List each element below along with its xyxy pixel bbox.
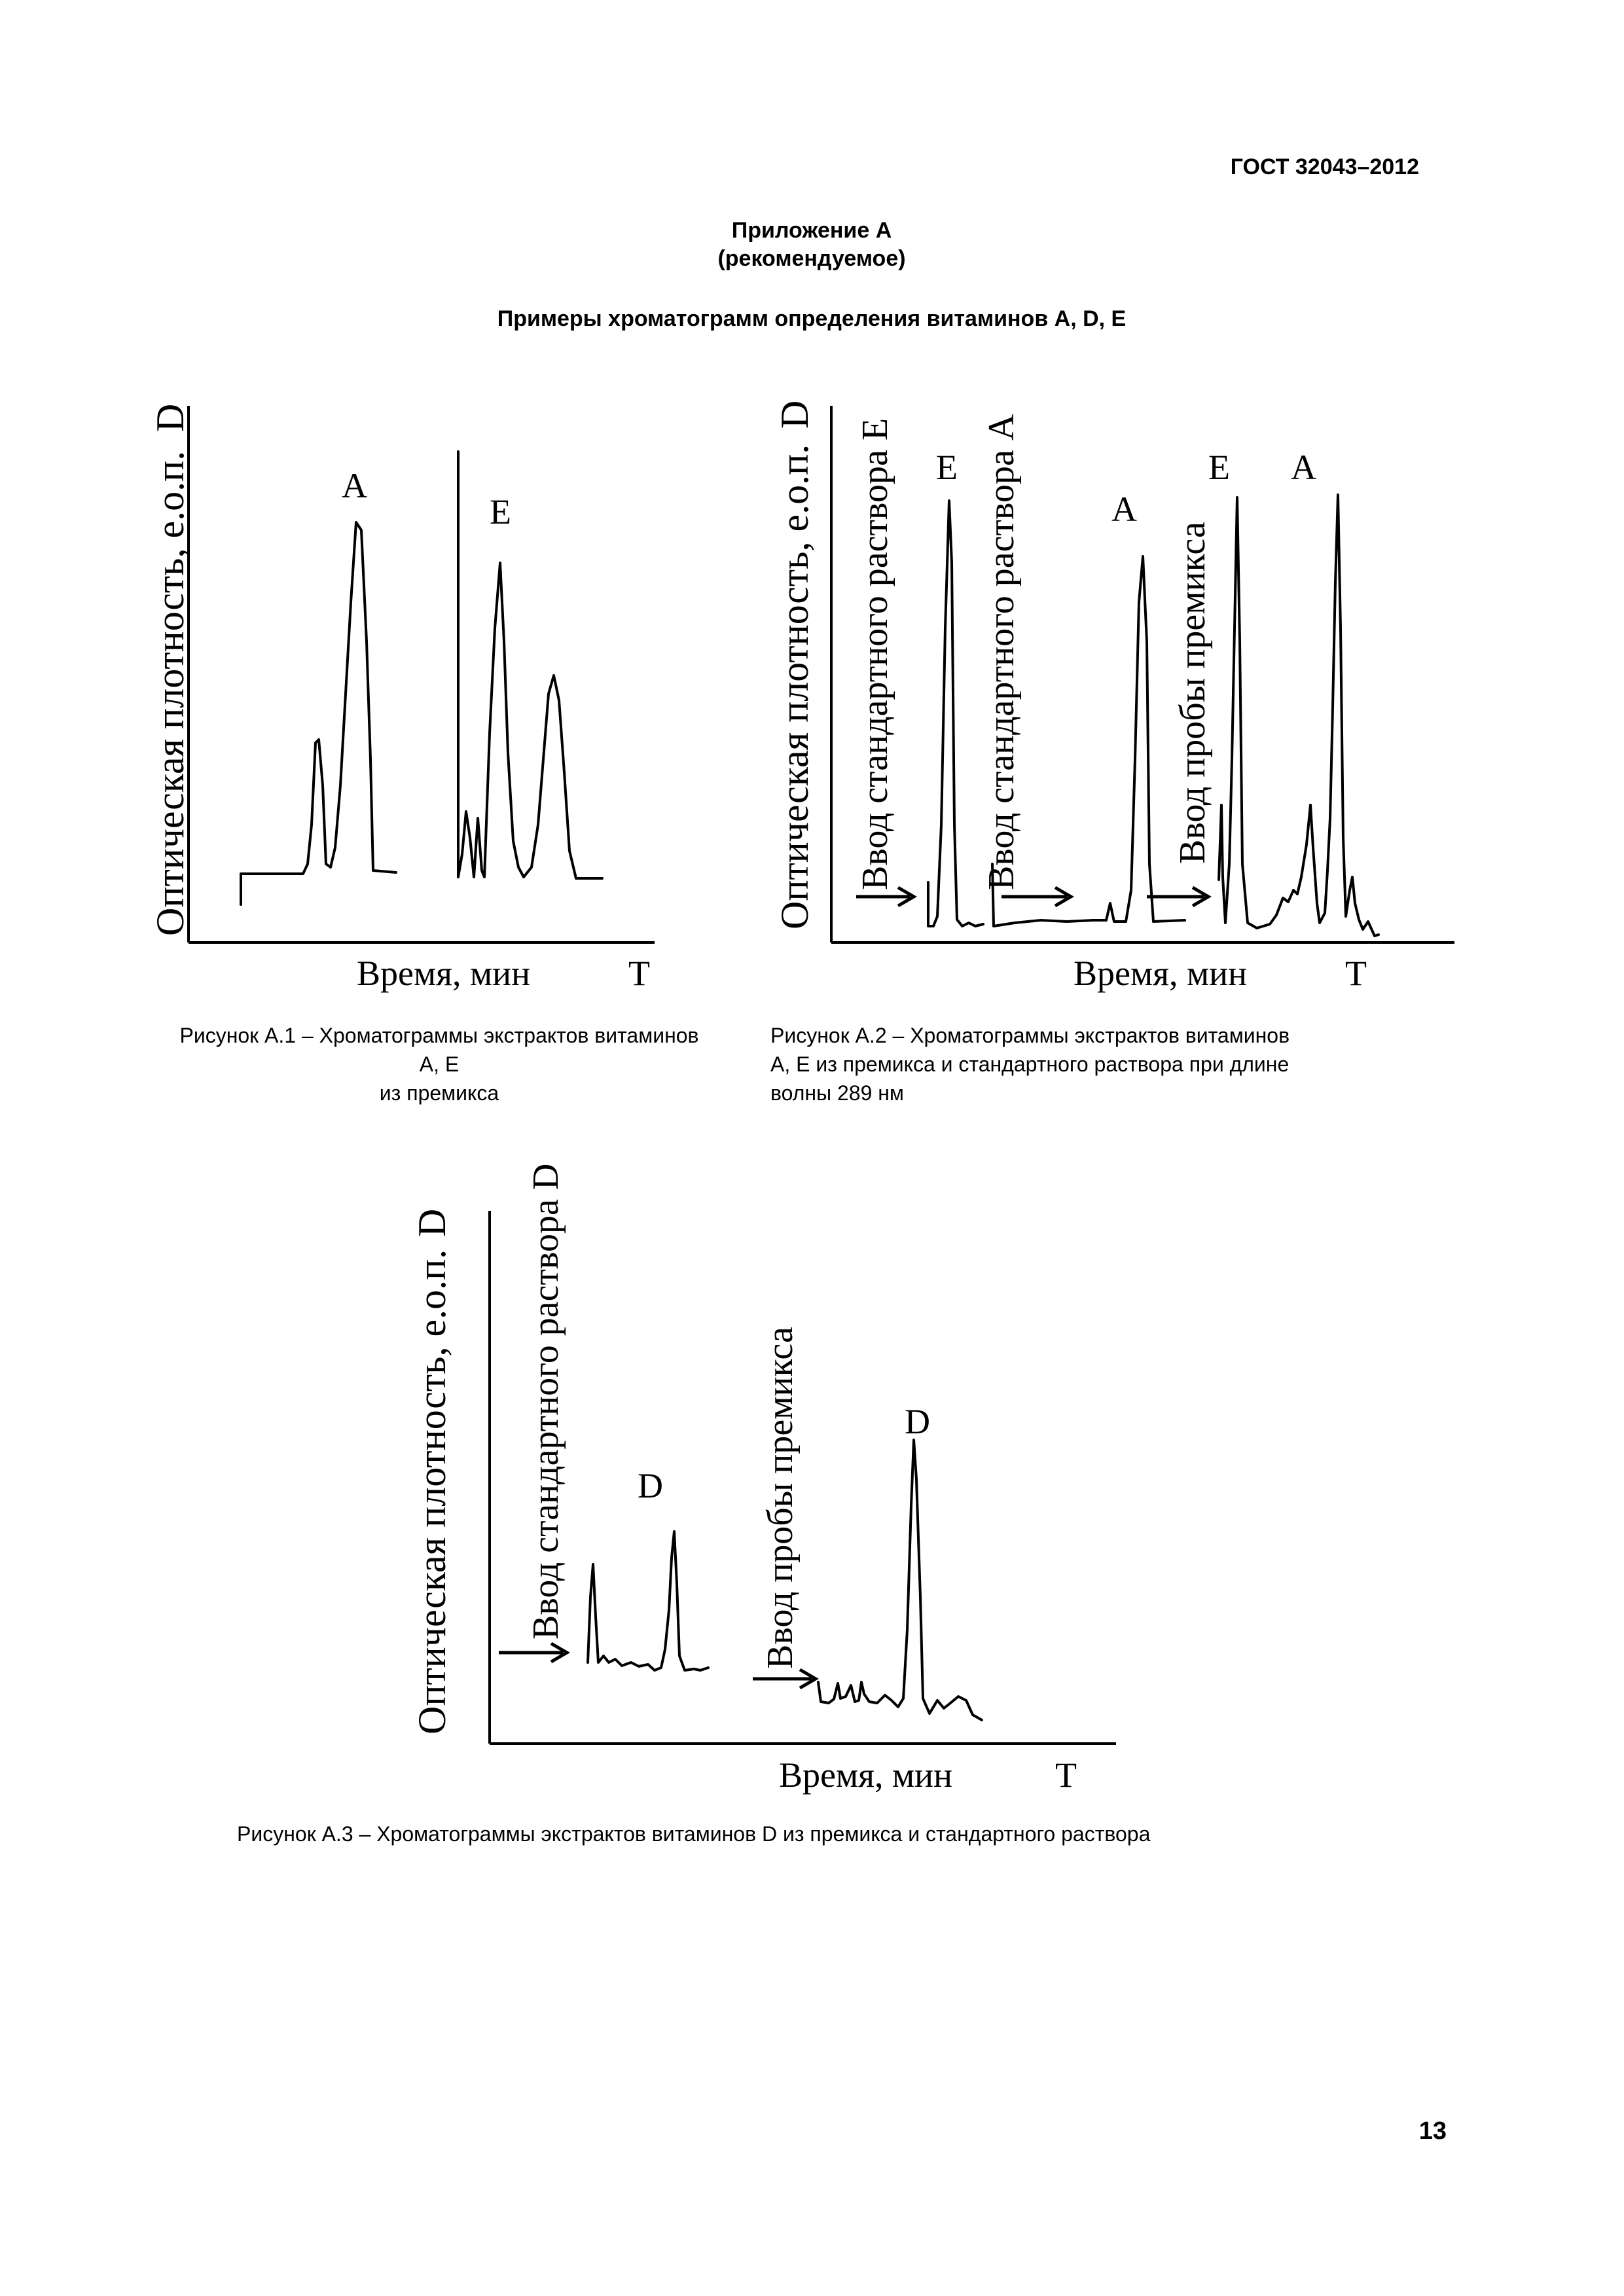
section-title: Примеры хроматограмм определения витаминов A, D, E	[497, 306, 1127, 331]
y-axis-label: Оптическая плотность, е.о.п.	[773, 444, 816, 929]
caption-line: А, Е	[419, 1052, 460, 1076]
peak-label-e: Е	[1208, 448, 1230, 487]
injection-label-standard-a: Ввод стандартного раствора А	[981, 414, 1022, 890]
peak-label-e: Е	[490, 492, 511, 531]
figure-a1	[118, 367, 838, 993]
peak-label-e: Е	[936, 448, 958, 487]
standard-number: ГОСТ 32043–2012	[1230, 154, 1419, 179]
chromatogram-trace-a	[241, 522, 396, 905]
y-axis-symbol: D	[773, 400, 816, 429]
peak-label-a: А	[1111, 490, 1137, 529]
appendix-title: Приложение А	[731, 218, 892, 243]
arrow-icon	[1147, 888, 1208, 906]
page-number: 13	[1418, 2117, 1447, 2145]
figure-a2	[753, 367, 1512, 993]
x-axis-label: Время, мин	[357, 954, 530, 993]
injection-label-premix: Ввод пробы премикса	[760, 1327, 801, 1669]
appendix-status: (рекомендуемое)	[717, 246, 906, 271]
chromatogram-trace-standard-e	[928, 501, 983, 926]
chromatogram-trace-premix	[1219, 495, 1379, 936]
x-axis-symbol: T	[1055, 1755, 1077, 1795]
chromatogram-trace-standard-d	[588, 1532, 708, 1670]
peak-label-d: D	[905, 1402, 930, 1441]
peak-label-d: D	[638, 1466, 663, 1505]
caption-line: волны 289 нм	[770, 1081, 904, 1105]
caption-figure-a1	[115, 1021, 763, 1107]
figure-a3	[406, 1139, 1126, 1806]
x-axis-symbol: T	[628, 954, 650, 993]
caption-line: А, Е из премикса и стандартного раствора при длине	[770, 1052, 1290, 1076]
x-axis-label: Время, мин	[779, 1755, 952, 1795]
injection-label-premix: Ввод пробы премикса	[1172, 522, 1213, 864]
x-axis-symbol: T	[1345, 954, 1367, 993]
caption-line: Рисунок А.2 – Хроматограммы экстрактов витаминов	[770, 1024, 1290, 1047]
injection-label-standard-d: Ввод стандартного раствора D	[526, 1163, 566, 1640]
y-axis-label: Оптическая плотность, е.о.п.	[149, 450, 192, 936]
x-axis-label: Время, мин	[1074, 954, 1247, 993]
peak-label-a: А	[1291, 448, 1316, 487]
chromatogram-trace-e	[458, 452, 602, 878]
y-axis-label: Оптическая плотность, е.о.п.	[410, 1249, 454, 1734]
caption-line: из премикса	[379, 1081, 499, 1105]
y-axis-symbol: D	[410, 1208, 454, 1237]
arrow-icon	[753, 1670, 816, 1688]
arrow-icon	[499, 1643, 567, 1662]
peak-label-a: А	[342, 466, 367, 505]
caption-figure-a2	[770, 1021, 1458, 1107]
caption-line: Рисунок А.1 – Хроматограммы экстрактов витаминов	[179, 1024, 699, 1047]
chromatogram-trace-premix	[818, 1440, 982, 1720]
injection-label-standard-e: Ввод стандартного раствора Е	[855, 418, 895, 890]
y-axis-symbol: D	[149, 403, 192, 432]
caption-figure-a3: Рисунок А.3 – Хроматограммы экстрактов витаминов D из премикса и стандартного раствора	[237, 1822, 1151, 1846]
